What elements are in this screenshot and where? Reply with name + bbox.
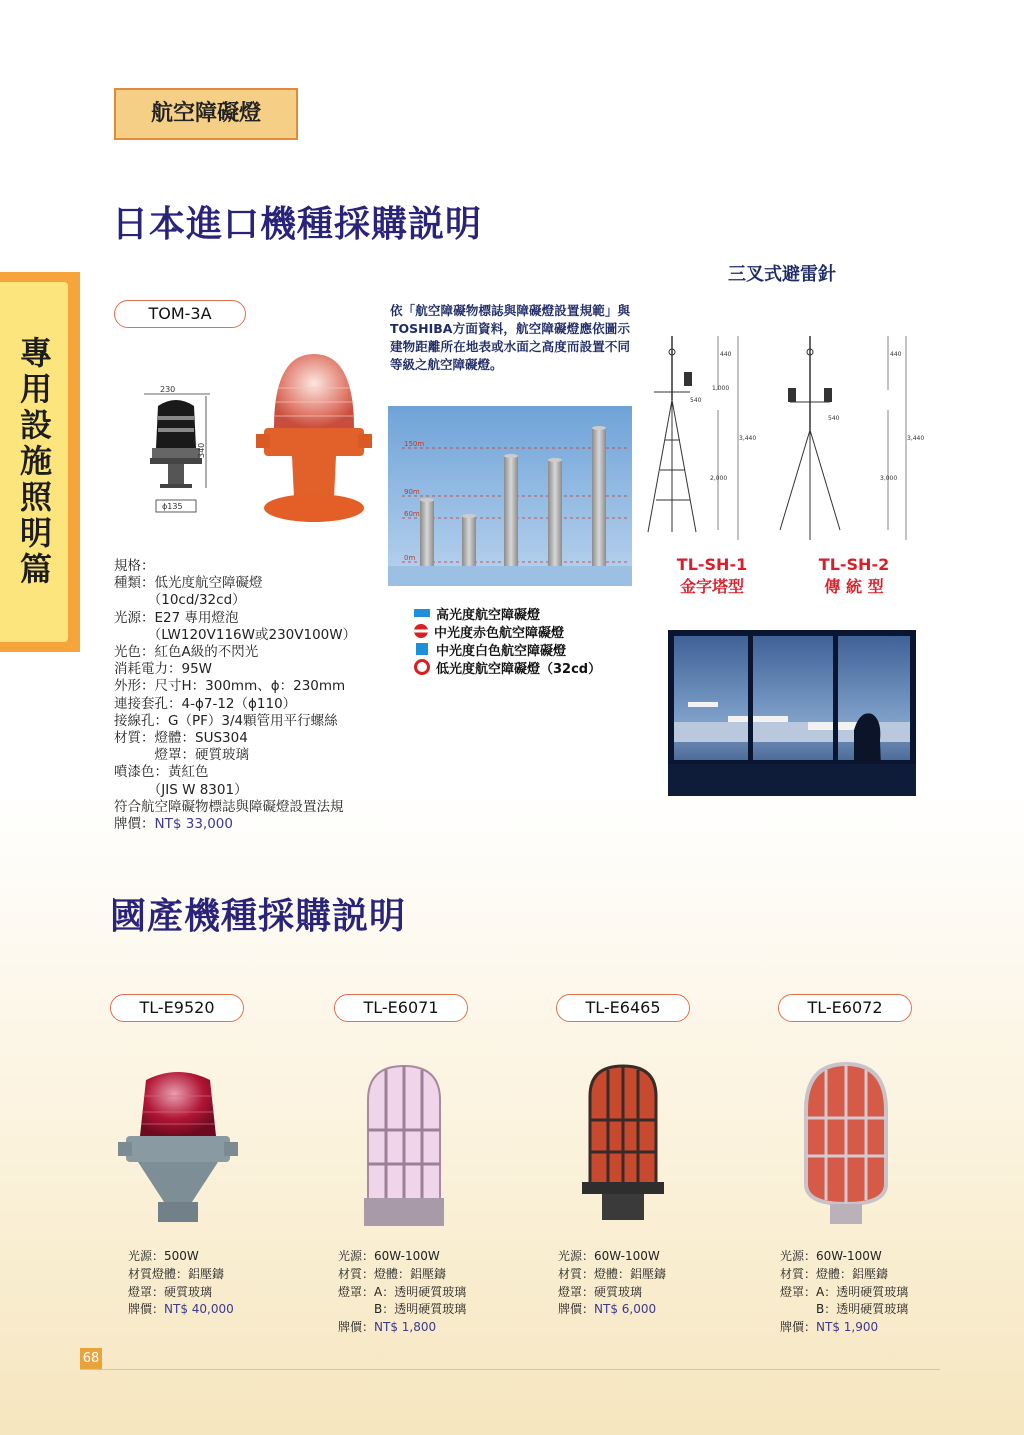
spec-line: 材質：燈體：鋁壓鑄 [558,1266,667,1281]
spec-line: 光源：E27 專用燈泡 [114,609,239,626]
page-number: 68 [80,1348,102,1370]
spec-line: 消耗電力：95W [114,661,213,678]
tower-traditional-drawing [772,330,925,550]
spec-line: B：透明硬質玻璃 [338,1302,467,1317]
spec-line: 燈罩：硬質玻璃 [114,747,249,764]
price-line: 牌價：NT$ 1,800 [338,1320,437,1335]
red-white-circle-icon [414,624,428,638]
product-price: NT$ 1,900 [816,1320,879,1335]
product-photo-e6465 [578,1060,668,1224]
spec-line: 接線孔：G（PF）3/4顆管用平行螺絲 [114,712,338,729]
height-label-60: 60m [404,510,420,518]
dim-width-label: 230 [160,385,176,394]
product-photo-e6071 [354,1060,454,1232]
spec-line: 光色：紅色A級的不閃光 [114,644,259,661]
product-spec-e9520 [128,1248,234,1319]
spec-line: 光源：60W-100W [558,1249,660,1263]
tom3a-lamp-photo [252,348,376,530]
spec-line: 燈罩：A：透明硬質玻璃 [780,1284,909,1299]
dim-height-label: 340 [197,442,206,458]
model-pill: TL-E6465 [556,994,690,1022]
product-spec-e6072 [780,1248,908,1337]
product-photo-e6072 [798,1058,894,1230]
spec-line: 光源：60W-100W [780,1249,882,1263]
tower-pyramid-drawing [640,330,757,550]
tower1-dim: 1,000 [712,385,730,392]
airport-photo [668,630,916,796]
tower2-dim: 440 [890,351,902,358]
section-title-japan: 日本進口機種採購説明 [112,204,483,245]
model-pill-tom3a: TOM-3A [114,300,246,328]
price-line: 牌價：NT$ 6,000 [558,1302,657,1317]
height-diagram [388,406,632,586]
legend-item: 低光度航空障礙燈（32cd） [414,658,601,676]
spec-line: 材質：燈體：SUS304 [114,730,248,747]
regulation-intro: 依「航空障礙物標誌與障礙燈設置規範」與TOSHIBA方面資料，航空障礙燈應依圖示建物距離所在地表或水面之高度而設置不同等級之航空障礙燈。 [390,303,630,372]
model-pill: TL-E6072 [778,994,912,1022]
spec-line: 光源：500W [128,1249,199,1263]
model-pill: TL-E9520 [110,994,244,1022]
tom3a-spec-list [114,558,356,833]
spec-line: 材質：燈體：鋁壓鑄 [338,1266,447,1281]
tower1-dim: 440 [720,351,732,358]
spec-line: 燈罩：A：透明硬質玻璃 [338,1284,467,1299]
height-label-0: 0m [404,554,416,562]
lamp-dimension-drawing [138,386,218,516]
spec-line: B：透明硬質玻璃 [780,1302,909,1317]
spec-line: 燈罩：硬質玻璃 [128,1284,213,1299]
tower1-dim: 540 [690,397,702,404]
product-price: NT$ 6,000 [594,1302,657,1317]
model-pill: TL-E6071 [334,994,468,1022]
red-ring-icon [414,659,430,675]
tower1-dim: 3,440 [739,435,757,442]
price-line: 牌價：NT$ 40,000 [128,1302,234,1317]
spec-line: 材質：燈體：鋁壓鑄 [780,1266,889,1281]
legend-item: 高光度航空障礙燈 [414,604,601,622]
height-label-90: 90m [404,488,420,496]
side-section-tab [0,272,80,652]
blue-bar-icon [414,609,430,617]
product-spec-e6465 [558,1248,666,1319]
tower-label-sh2: TL-SH-2 傳 統 型 [818,555,890,596]
price-line: 牌價：NT$ 1,900 [780,1320,879,1335]
tom3a-price: NT$ 33,000 [154,816,233,833]
product-price: NT$ 1,800 [374,1320,437,1335]
tower2-dim: 3,000 [880,475,898,482]
spec-line: 燈罩：硬質玻璃 [558,1284,643,1299]
legend-item: 中光度赤色航空障礙燈 [414,622,601,640]
spec-line: 連接套孔：4-ϕ7-12（ϕ110） [114,695,297,712]
section-title-domestic: 國產機種採購説明 [110,896,407,937]
lightning-rod-title: 三叉式避雷針 [728,264,836,285]
height-label-150: 150m [404,440,425,448]
diagram-legend [414,604,601,676]
tower-label-sh1: TL-SH-1 金字塔型 [676,555,748,596]
tower2-dim: 540 [828,415,840,422]
category-tab: 航空障礙燈 [114,88,298,140]
tower1-dim: 2,000 [710,475,728,482]
spec-line: 符合航空障礙物標誌與障礙燈設置法規 [114,798,344,815]
spec-line: （10cd/32cd） [114,592,246,609]
legend-item: 中光度白色航空障礙燈 [414,640,601,658]
spec-line: 噴漆色：黃紅色 [114,764,209,781]
product-price: NT$ 40,000 [164,1302,234,1317]
footer-divider [80,1369,940,1370]
blue-square-icon [416,643,428,655]
price-line: 牌價：NT$ 33,000 [114,816,233,833]
spec-line: 材質燈體：鋁壓鑄 [128,1266,225,1281]
spec-line: （JIS W 8301） [114,781,248,798]
dim-base-label: ϕ135 [162,502,183,511]
product-spec-e6071 [338,1248,466,1337]
spec-line: 外形：尺寸H：300mm、ϕ：230mm [114,678,346,695]
spec-line: 光源：60W-100W [338,1249,440,1263]
tower2-dim: 3,440 [907,435,925,442]
spec-line: 規格： [114,558,155,574]
side-tab-label: 專用設施照明篇 [15,336,53,588]
product-photo-e9520 [112,1062,244,1228]
spec-line: （LW120V116W或230V100W） [114,626,357,643]
spec-line: 種類：低光度航空障礙燈 [114,575,263,592]
